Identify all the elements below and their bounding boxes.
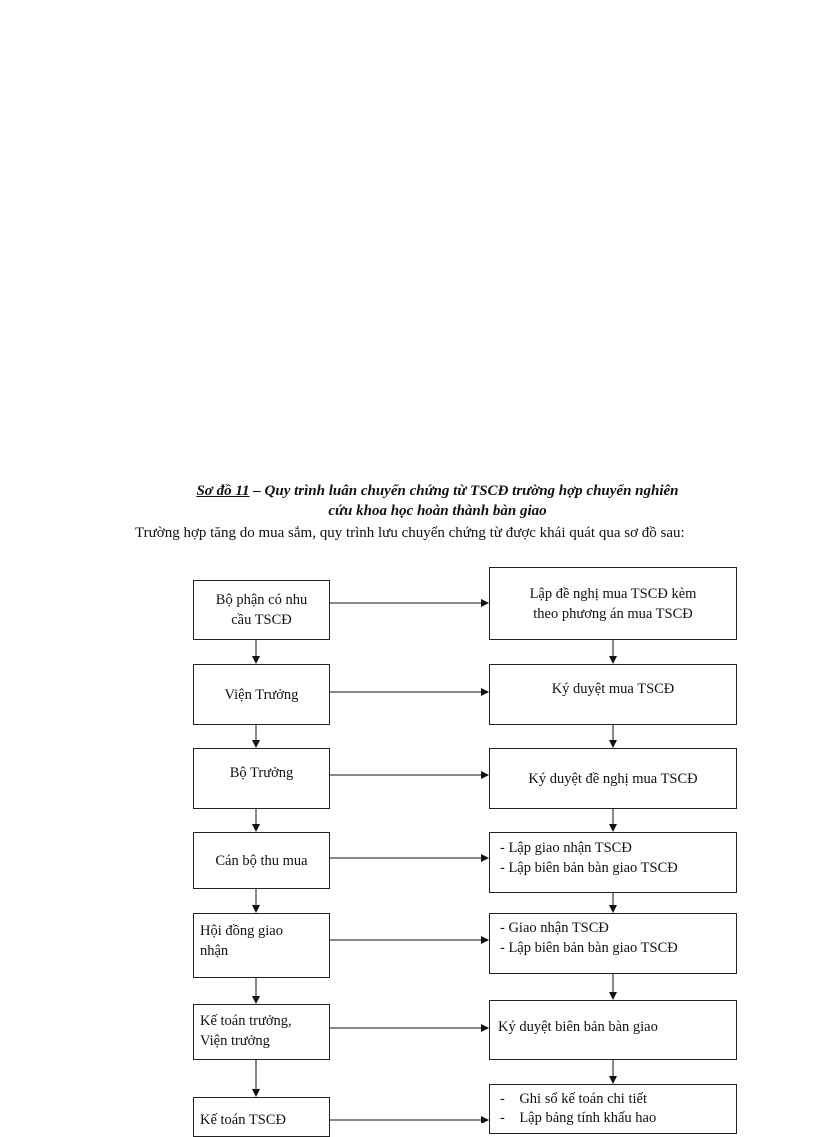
left-box-procurement-officer: Cán bộ thu mua: [193, 832, 330, 889]
left-box-chief-accountant: Kế toán trưởng, Viện trưởng: [193, 1004, 330, 1060]
caption-number: Sơ đồ 11: [196, 483, 250, 499]
left-box-asset-accountant: Kế toán TSCĐ: [193, 1097, 330, 1137]
right-box-approve-handover-record: Ký duyệt biên bản bàn giao: [489, 1000, 737, 1060]
right-box-handover-record: - Giao nhận TSCĐ - Lập biên bản bàn giao TSCĐ: [489, 913, 737, 974]
left-box-requesting-department: Bộ phận có nhu cầu TSCĐ: [193, 580, 330, 640]
right-box-receipt-and-handover: - Lập giao nhận TSCĐ - Lập biên bản bàn giao TSCĐ: [489, 832, 737, 893]
right-box-approve-purchase: Ký duyệt mua TSCĐ: [489, 664, 737, 725]
left-box-handover-council: Hội đồng giao nhận: [193, 913, 330, 978]
intro-paragraph: Trường hợp tăng do mua sắm, quy trình lưu chuyển chứng từ được khái quát qua sơ đồ sau:: [135, 525, 685, 541]
caption-title-line2: cứu khoa học hoàn thành bàn giao: [328, 503, 547, 519]
right-box-ledger-depreciation: - Ghi sổ kế toán chi tiết - Lập bảng tính khấu hao: [489, 1084, 737, 1134]
left-box-minister: Bộ Trưởng: [193, 748, 330, 809]
left-box-institute-director: Viện Trưởng: [193, 664, 330, 725]
caption-title-line1: – Quy trình luân chuyển chứng từ TSCĐ trường hợp chuyển nghiên: [249, 483, 679, 499]
right-box-approve-proposal: Ký duyệt đề nghị mua TSCĐ: [489, 748, 737, 809]
right-box-purchase-proposal: Lập đề nghị mua TSCĐ kèm theo phương án mua TSCĐ: [489, 567, 737, 640]
